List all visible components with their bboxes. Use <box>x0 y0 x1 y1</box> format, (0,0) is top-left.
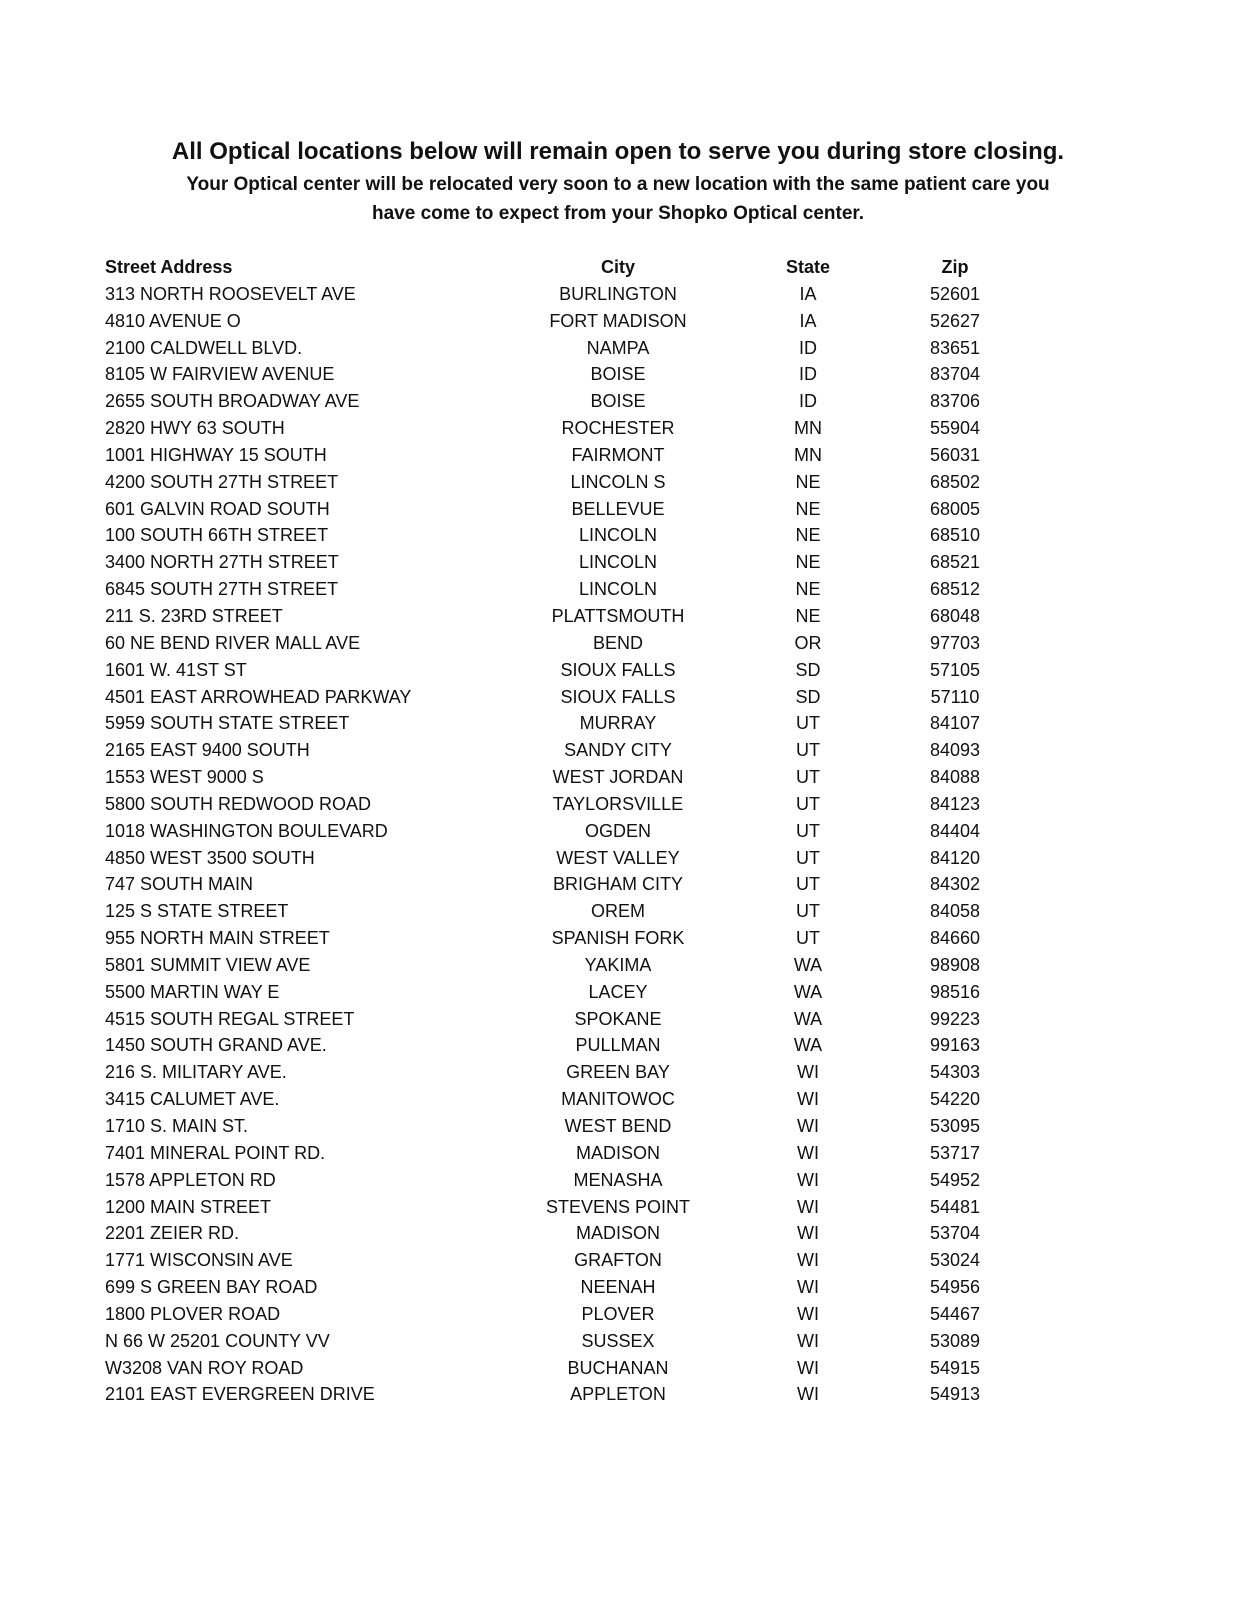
zip-cell: 54952 <box>929 1169 981 1190</box>
city-cell: APPLETON <box>570 1384 666 1405</box>
table-row <box>0 469 1236 496</box>
table-row <box>0 388 1236 415</box>
state-cell: NE <box>795 498 821 519</box>
state-cell: IA <box>799 310 817 331</box>
street-address-cell: 1771 WISCONSIN AVE <box>105 1250 293 1271</box>
table-row <box>0 1140 1236 1167</box>
table-row <box>0 1220 1236 1247</box>
street-address-cell: 3415 CALUMET AVE. <box>105 1089 280 1110</box>
street-address-cell: 4200 SOUTH 27TH STREET <box>105 471 339 492</box>
zip-cell: 53095 <box>929 1116 981 1136</box>
table-row <box>0 522 1236 549</box>
table-row <box>0 1301 1236 1328</box>
zip-cell: 68502 <box>929 471 981 492</box>
table-row <box>0 630 1236 657</box>
state-cell: WI <box>797 1357 819 1378</box>
state-cell: ID <box>799 391 817 412</box>
table-row <box>0 415 1236 442</box>
table-row <box>0 845 1236 872</box>
zip-cell: 83704 <box>929 364 981 385</box>
state-cell: WA <box>793 981 823 1002</box>
table-row <box>0 1328 1236 1355</box>
city-cell: SPOKANE <box>574 1008 662 1029</box>
zip-cell: 54220 <box>929 1089 981 1110</box>
zip-cell: 84123 <box>929 793 981 814</box>
city-cell: FORT MADISON <box>549 310 687 331</box>
zip-cell: 55904 <box>929 418 981 439</box>
street-address-cell: 5500 MARTIN WAY E <box>105 981 280 1002</box>
state-cell: WI <box>797 1062 819 1083</box>
column-header-city: City <box>600 257 635 277</box>
zip-cell: 54913 <box>929 1384 981 1405</box>
table-row <box>0 442 1236 469</box>
street-address-cell: 4850 WEST 3500 SOUTH <box>105 847 315 868</box>
city-cell: PLOVER <box>581 1303 655 1324</box>
street-address-cell: 1018 WASHINGTON BOULEVARD <box>105 820 388 841</box>
zip-cell: 54956 <box>929 1277 981 1298</box>
table-row <box>0 1355 1236 1382</box>
table-row <box>0 898 1236 925</box>
state-cell: WA <box>793 1035 823 1056</box>
table-row <box>0 657 1236 684</box>
street-address-cell: 7401 MINERAL POINT RD. <box>105 1142 326 1163</box>
zip-cell: 57110 <box>930 686 980 707</box>
street-address-cell: 5800 SOUTH REDWOOD ROAD <box>105 793 372 814</box>
column-header-state: State <box>785 257 830 277</box>
state-cell: WI <box>797 1303 819 1324</box>
zip-cell: 84660 <box>929 928 981 949</box>
table-row <box>0 710 1236 737</box>
zip-cell: 57105 <box>929 659 981 680</box>
state-cell: NE <box>795 471 821 492</box>
table-row <box>0 737 1236 764</box>
city-cell: STEVENS POINT <box>545 1196 691 1217</box>
zip-cell: 83651 <box>929 337 981 358</box>
city-cell: BURLINGTON <box>559 283 677 304</box>
state-cell: UT <box>796 713 820 734</box>
state-cell: UT <box>796 928 820 949</box>
table-row <box>0 952 1236 979</box>
city-cell: LINCOLN <box>578 552 658 573</box>
state-cell: WI <box>797 1196 819 1217</box>
table-row <box>0 1086 1236 1113</box>
zip-cell: 84107 <box>929 713 981 734</box>
city-cell: SIOUX FALLS <box>560 686 676 707</box>
table-row <box>0 1194 1236 1221</box>
street-address-cell: 1001 HIGHWAY 15 SOUTH <box>105 444 327 465</box>
street-address-cell: 747 SOUTH MAIN <box>105 874 254 895</box>
table-row <box>0 335 1236 362</box>
zip-cell: 84058 <box>929 901 981 922</box>
street-address-cell: 211 S. 23RD STREET <box>105 605 283 626</box>
table-row <box>0 1247 1236 1274</box>
street-address-cell: 1710 S. MAIN ST. <box>105 1116 249 1136</box>
state-cell: WI <box>797 1142 819 1163</box>
state-cell: UT <box>796 793 820 814</box>
street-address-cell: 5959 SOUTH STATE STREET <box>105 713 350 734</box>
zip-cell: 84404 <box>929 820 981 841</box>
street-address-cell: 125 S STATE STREET <box>105 901 289 922</box>
street-address-cell: N 66 W 25201 COUNTY VV <box>105 1330 330 1351</box>
city-cell: NEENAH <box>580 1277 656 1298</box>
city-cell: WEST BEND <box>564 1116 672 1136</box>
street-address-cell: 1450 SOUTH GRAND AVE. <box>105 1035 327 1056</box>
street-address-cell: 8105 W FAIRVIEW AVENUE <box>105 364 335 385</box>
state-cell: MN <box>794 444 822 465</box>
street-address-cell: 2201 ZEIER RD. <box>105 1223 240 1244</box>
street-address-cell: 601 GALVIN ROAD SOUTH <box>105 498 330 519</box>
zip-cell: 68510 <box>929 525 981 546</box>
zip-cell: 99223 <box>929 1008 981 1029</box>
city-cell: MURRAY <box>579 713 657 734</box>
table-row <box>0 818 1236 845</box>
zip-cell: 84120 <box>929 847 981 868</box>
city-cell: WEST JORDAN <box>552 767 684 788</box>
table-row <box>0 871 1236 898</box>
city-cell: SPANISH FORK <box>551 928 685 949</box>
zip-cell: 68048 <box>929 605 981 626</box>
table-row <box>0 603 1236 630</box>
street-address-cell: 1601 W. 41ST ST <box>105 659 247 680</box>
state-cell: NE <box>795 605 821 626</box>
city-cell: SUSSEX <box>581 1330 655 1351</box>
table-row <box>0 791 1236 818</box>
street-address-cell: 1553 WEST 9000 S <box>105 767 264 788</box>
street-address-cell: 1578 APPLETON RD <box>105 1169 276 1190</box>
zip-cell: 53717 <box>929 1142 981 1163</box>
table-row <box>0 1059 1236 1086</box>
street-address-cell: 60 NE BEND RIVER MALL AVE <box>105 632 361 653</box>
street-address-cell: 4810 AVENUE O <box>105 310 241 331</box>
state-cell: SD <box>795 659 821 680</box>
zip-cell: 84088 <box>929 767 981 788</box>
city-cell: BELLEVUE <box>571 498 665 519</box>
street-address-cell: 100 SOUTH 66TH STREET <box>105 525 329 546</box>
city-cell: BEND <box>592 632 643 653</box>
state-cell: WI <box>797 1277 819 1298</box>
table-row <box>0 496 1236 523</box>
state-cell: WA <box>793 1008 823 1029</box>
zip-cell: 53024 <box>929 1250 981 1271</box>
table-row <box>0 549 1236 576</box>
state-cell: WI <box>797 1250 819 1271</box>
table-row <box>0 308 1236 335</box>
state-cell: WI <box>797 1089 819 1110</box>
zip-cell: 68512 <box>929 579 981 600</box>
state-cell: NE <box>795 552 821 573</box>
state-cell: WI <box>797 1223 819 1244</box>
state-cell: UT <box>796 874 820 895</box>
zip-cell: 53704 <box>929 1223 981 1244</box>
city-cell: OREM <box>591 901 645 922</box>
zip-cell: 98516 <box>929 981 981 1002</box>
city-cell: WEST VALLEY <box>556 847 680 868</box>
table-row <box>0 281 1236 308</box>
city-cell: PLATTSMOUTH <box>551 605 685 626</box>
city-cell: MADISON <box>575 1142 660 1163</box>
table-row <box>0 1032 1236 1059</box>
street-address-cell: 3400 NORTH 27TH STREET <box>105 552 339 573</box>
city-cell: OGDEN <box>584 820 651 841</box>
street-address-cell: 1800 PLOVER ROAD <box>105 1303 281 1324</box>
zip-cell: 54303 <box>929 1062 981 1083</box>
state-cell: NE <box>795 525 821 546</box>
state-cell: ID <box>799 337 817 358</box>
column-header-street-address: Street Address <box>105 257 233 277</box>
state-cell: MN <box>794 418 822 439</box>
state-cell: WA <box>793 954 823 975</box>
street-address-cell: 2100 CALDWELL BLVD. <box>105 337 303 358</box>
street-address-cell: 4515 SOUTH REGAL STREET <box>105 1008 355 1029</box>
city-cell: LINCOLN <box>578 525 658 546</box>
zip-cell: 97703 <box>929 632 981 653</box>
city-cell: LINCOLN <box>578 579 658 600</box>
street-address-cell: 6845 SOUTH 27TH STREET <box>105 579 339 600</box>
city-cell: TAYLORSVILLE <box>552 793 684 814</box>
table-row <box>0 1167 1236 1194</box>
zip-cell: 54467 <box>929 1303 981 1324</box>
city-cell: YAKIMA <box>584 954 652 975</box>
state-cell: WI <box>797 1330 819 1351</box>
zip-cell: 54481 <box>929 1196 981 1217</box>
city-cell: SIOUX FALLS <box>560 659 676 680</box>
street-address-cell: 5801 SUMMIT VIEW AVE <box>105 954 311 975</box>
city-cell: BOISE <box>590 391 646 412</box>
street-address-cell: 1200 MAIN STREET <box>105 1196 272 1217</box>
street-address-cell: 4501 EAST ARROWHEAD PARKWAY <box>105 686 412 707</box>
state-cell: SD <box>795 686 821 707</box>
street-address-cell: 313 NORTH ROOSEVELT AVE <box>105 283 356 304</box>
table-row <box>0 1113 1236 1140</box>
table-row <box>0 1274 1236 1301</box>
locations-table <box>0 254 1236 1408</box>
zip-cell: 99163 <box>929 1035 981 1056</box>
zip-cell: 98908 <box>929 954 981 975</box>
city-cell: FAIRMONT <box>571 444 665 465</box>
zip-cell: 68005 <box>929 498 981 519</box>
city-cell: MANITOWOC <box>561 1089 675 1110</box>
city-cell: MENASHA <box>573 1169 663 1190</box>
city-cell: MADISON <box>575 1223 660 1244</box>
city-cell: BOISE <box>590 364 646 385</box>
street-address-cell: W3208 VAN ROY ROAD <box>105 1357 304 1378</box>
zip-cell: 84093 <box>929 740 981 761</box>
city-cell: ROCHESTER <box>561 418 675 439</box>
zip-cell: 52627 <box>929 310 981 331</box>
state-cell: WI <box>797 1116 819 1136</box>
state-cell: IA <box>799 283 817 304</box>
city-cell: LINCOLN S <box>570 471 666 492</box>
city-cell: GREEN BAY <box>566 1062 670 1083</box>
table-row <box>0 361 1236 388</box>
table-row <box>0 1006 1236 1033</box>
zip-cell: 52601 <box>929 283 981 304</box>
zip-cell: 68521 <box>929 552 981 573</box>
street-address-cell: 699 S GREEN BAY ROAD <box>105 1277 318 1298</box>
zip-cell: 54915 <box>929 1357 981 1378</box>
table-row <box>0 979 1236 1006</box>
street-address-cell: 216 S. MILITARY AVE. <box>105 1062 287 1083</box>
zip-cell: 56031 <box>929 444 981 465</box>
state-cell: UT <box>796 820 820 841</box>
table-row <box>0 684 1236 711</box>
city-cell: LACEY <box>588 981 648 1002</box>
subtitle-line-2: have come to expect from your Shopko Optical center. <box>371 203 865 224</box>
table-header-row <box>0 254 1236 281</box>
city-cell: BRIGHAM CITY <box>552 874 683 895</box>
street-address-cell: 2820 HWY 63 SOUTH <box>105 418 285 439</box>
city-cell: NAMPA <box>586 337 650 358</box>
state-cell: ID <box>799 364 817 385</box>
state-cell: OR <box>794 632 822 653</box>
street-address-cell: 955 NORTH MAIN STREET <box>105 928 330 949</box>
page-title: All Optical locations below will remain open to serve you during store closing. <box>171 138 1065 165</box>
state-cell: NE <box>795 579 821 600</box>
zip-cell: 84302 <box>929 874 981 895</box>
city-cell: PULLMAN <box>575 1035 661 1056</box>
city-cell: SANDY CITY <box>564 740 672 761</box>
state-cell: UT <box>796 767 820 788</box>
zip-cell: 83706 <box>929 391 981 412</box>
street-address-cell: 2101 EAST EVERGREEN DRIVE <box>105 1384 375 1405</box>
street-address-cell: 2165 EAST 9400 SOUTH <box>105 740 310 761</box>
table-row <box>0 925 1236 952</box>
state-cell: UT <box>796 847 820 868</box>
state-cell: UT <box>796 901 820 922</box>
table-row <box>0 1381 1236 1408</box>
state-cell: WI <box>797 1384 819 1405</box>
subtitle-line-1: Your Optical center will be relocated very soon to a new location with the same patient care you <box>186 174 1050 195</box>
table-row <box>0 576 1236 603</box>
state-cell: WI <box>797 1169 819 1190</box>
zip-cell: 53089 <box>929 1330 981 1351</box>
city-cell: GRAFTON <box>574 1250 662 1271</box>
table-row <box>0 764 1236 791</box>
street-address-cell: 2655 SOUTH BROADWAY AVE <box>105 391 360 412</box>
city-cell: BUCHANAN <box>567 1357 669 1378</box>
column-header-zip: Zip <box>941 257 969 277</box>
state-cell: UT <box>796 740 820 761</box>
